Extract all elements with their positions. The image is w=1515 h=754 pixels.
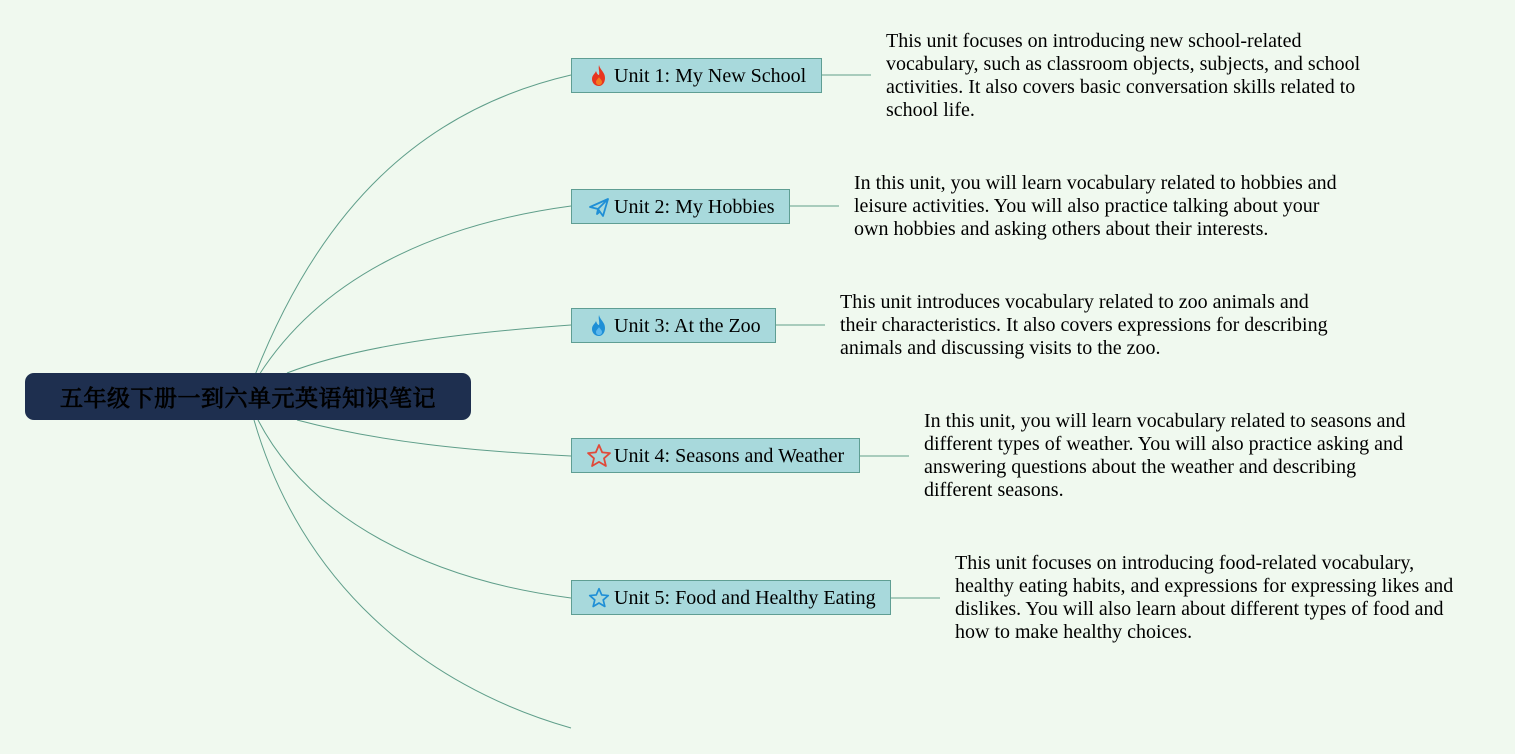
unit-4-label: Unit 4: Seasons and Weather	[614, 444, 845, 467]
unit-5-label: Unit 5: Food and Healthy Eating	[614, 586, 876, 609]
root-topic-title: 五年级下册一到六单元英语知识笔记	[60, 386, 436, 412]
unit-1-label: Unit 1: My New School	[614, 64, 807, 87]
branch-connector-unit-4	[297, 420, 571, 456]
unit-2-description: In this unit, you will learn vocabulary related to hobbies and leisure activities. You will also practice talking about your own hobbies and asking others about their interests.	[854, 172, 1337, 240]
star-outline-icon	[586, 443, 612, 469]
branch-connector-unit-5	[258, 420, 571, 598]
unit-3-label: Unit 3: At the Zoo	[614, 314, 761, 337]
fire-icon	[586, 63, 612, 89]
unit-4-node[interactable]	[571, 438, 860, 473]
unit-2-label: Unit 2: My Hobbies	[614, 195, 775, 218]
branch-connector-unit-1	[255, 75, 571, 375]
unit-1-description: This unit focuses on introducing new school-related vocabulary, such as classroom objects, subjects, and school activities. It also covers basic conversation skills related to school life.	[886, 30, 1361, 121]
unit-1-node[interactable]	[571, 58, 822, 93]
branch-connector-unit-2	[259, 206, 571, 375]
branch-connector-unit-6	[254, 420, 571, 728]
paper-plane-icon	[586, 194, 612, 220]
unit-5-description: This unit focuses on introducing food-related vocabulary, healthy eating habits, and expressions for expressing likes and dislikes. You will also learn about different types of food and how to make healthy choices.	[955, 552, 1454, 643]
branch-connector-unit-3	[287, 325, 571, 373]
unit-3-description: This unit introduces vocabulary related to zoo animals and their characteristics. It also covers expressions for describing animals and discussing visits to the zoo.	[840, 291, 1328, 359]
unit-2-node[interactable]	[571, 189, 790, 224]
unit-4-description: In this unit, you will learn vocabulary related to seasons and different types of weather. You will also practice asking and answering questions about the weather and describing different seasons.	[924, 410, 1406, 501]
root-topic-node[interactable]	[25, 373, 471, 420]
unit-3-node[interactable]	[571, 308, 776, 343]
unit-5-node[interactable]	[571, 580, 891, 615]
water-drop-flame-icon	[586, 313, 612, 339]
star-outline-icon	[586, 585, 612, 611]
